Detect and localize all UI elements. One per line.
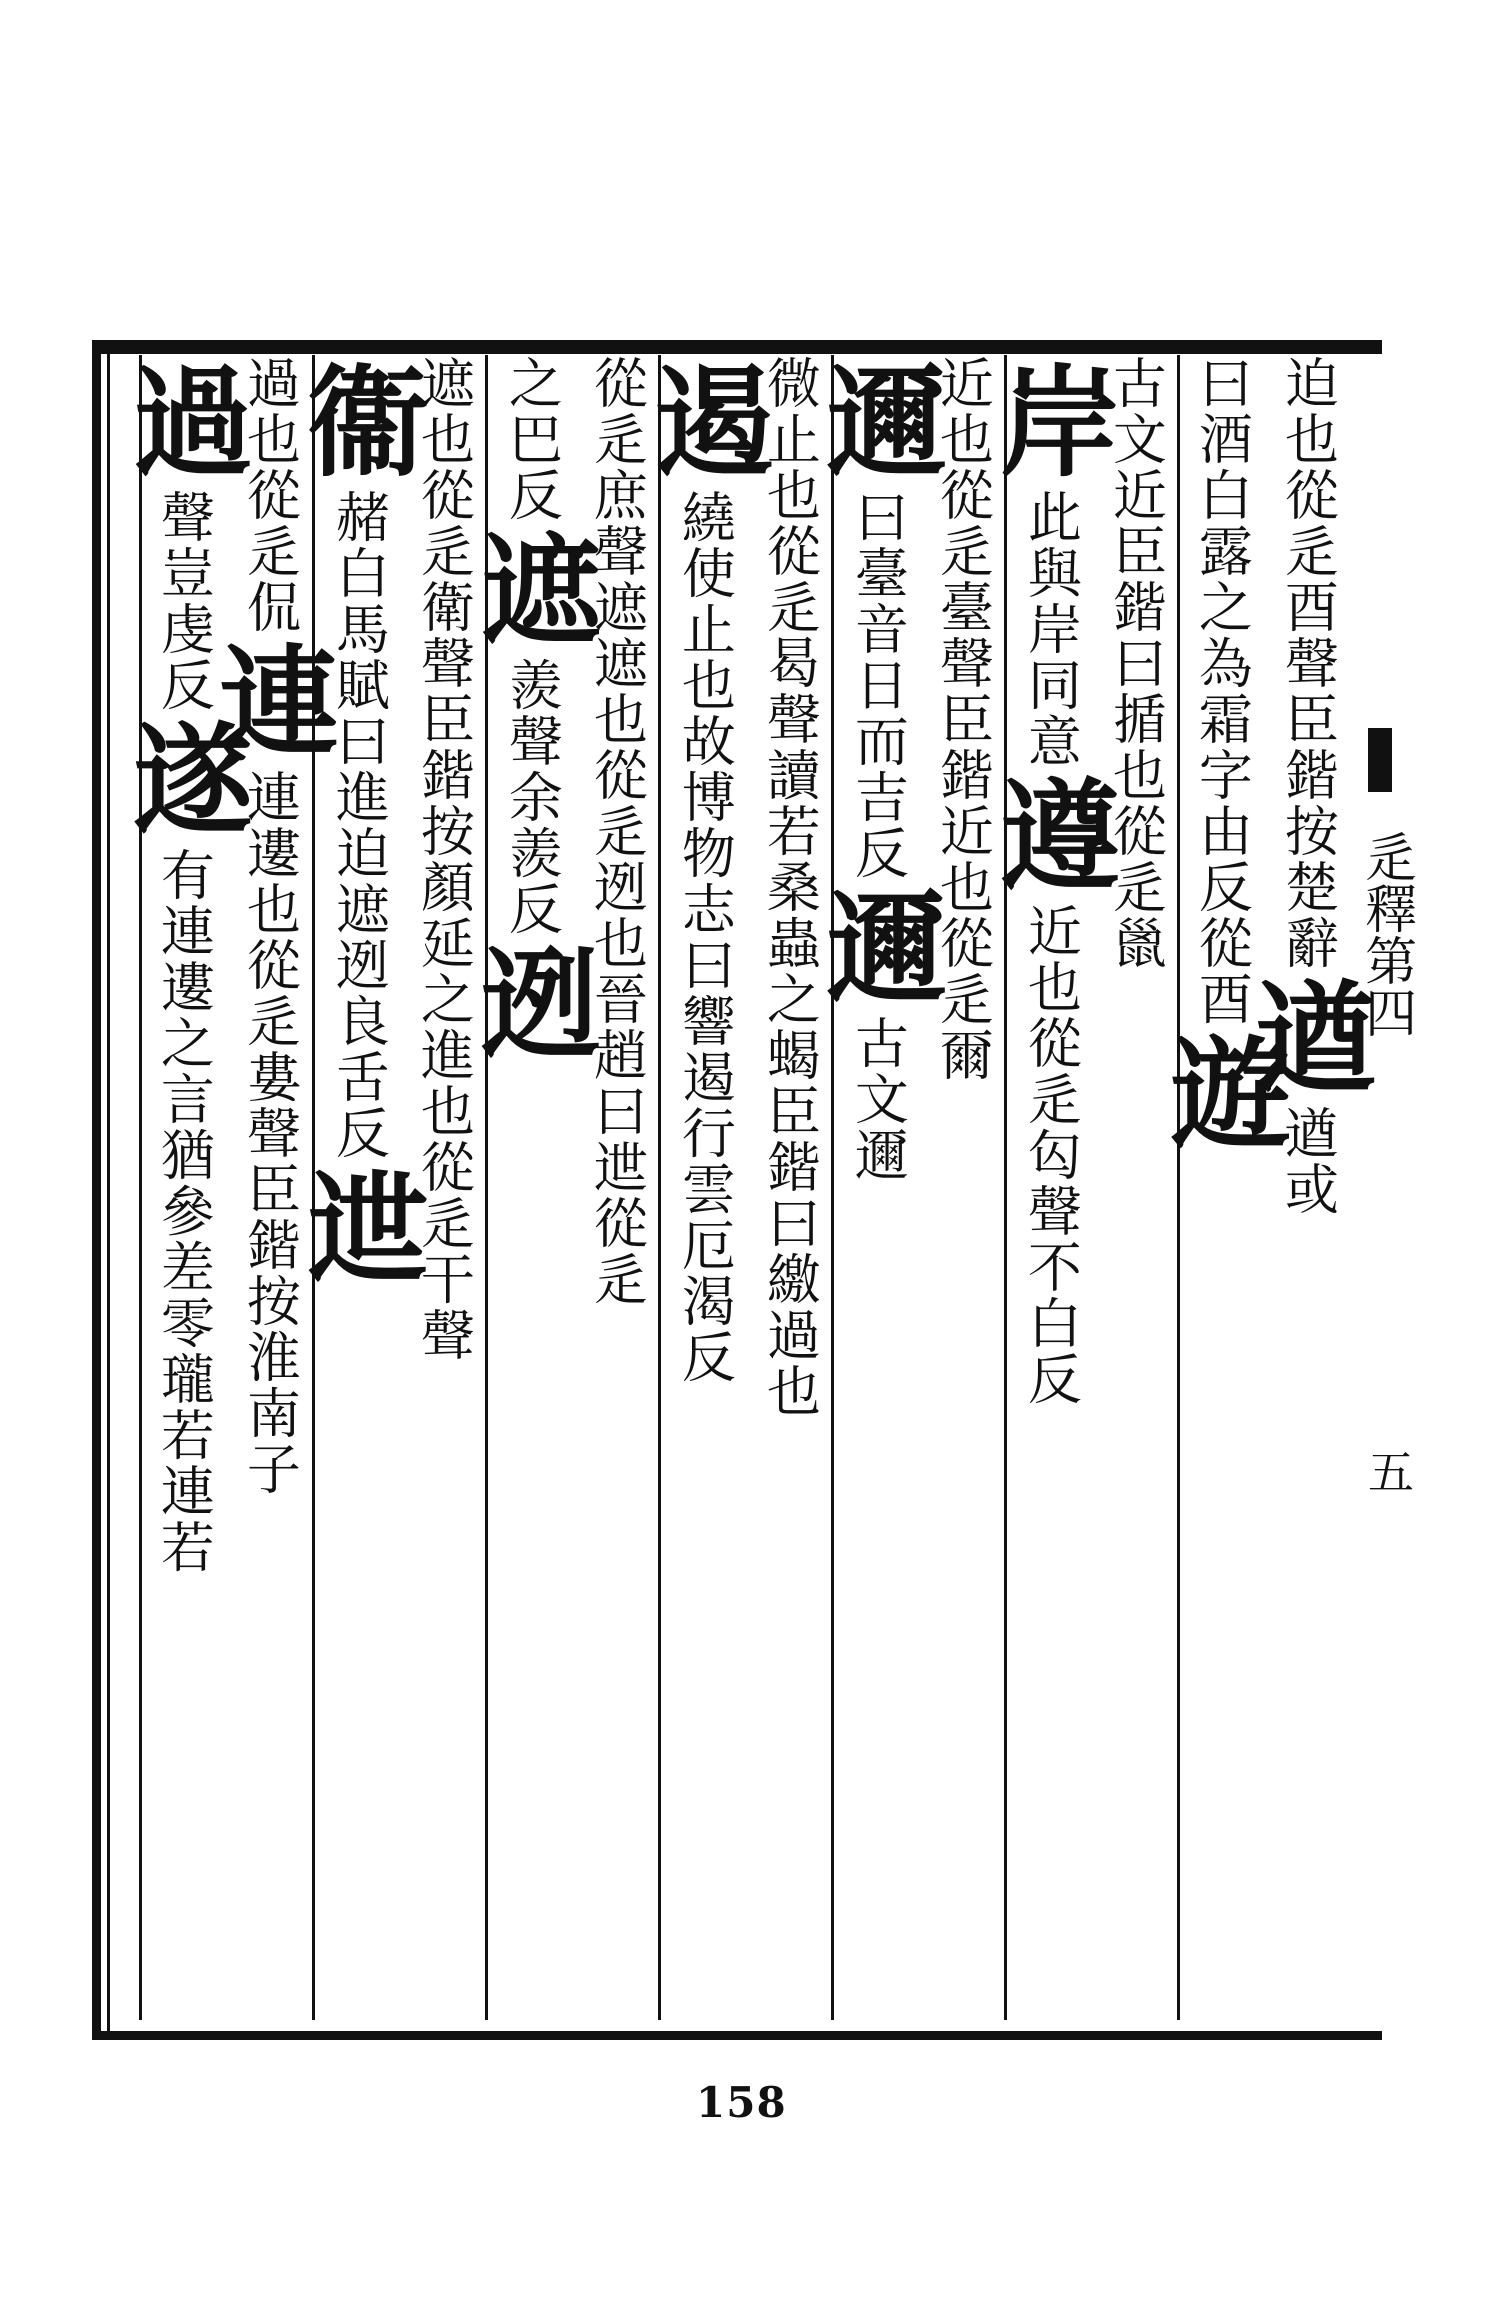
column-1-line-a: [1237, 355, 1378, 2020]
seal-glyph: 衞: [288, 359, 429, 479]
column-6-line-a: [401, 355, 485, 2020]
column-7-line-b: [113, 355, 254, 2020]
seal-glyph: 迾: [461, 941, 602, 1061]
column-text: 進也從辵干聲: [412, 1027, 476, 1363]
column-text: 從酉: [1190, 915, 1254, 1027]
column-text: 之巴反: [500, 355, 564, 523]
column-text: 有連遱之言猶參差零瓏若連若: [152, 847, 216, 1575]
column-6: [288, 355, 485, 2020]
seal-glyph: 邇: [807, 359, 948, 479]
seal-glyph: 遂: [113, 717, 254, 837]
side-tab-bar: [1368, 728, 1392, 792]
column-7: [113, 355, 340, 2020]
column-5: [461, 355, 658, 2020]
column-1: [1151, 355, 1378, 2020]
column-7-line-a: [199, 355, 340, 2020]
side-section-label: 辵釋第四: [1355, 830, 1416, 1038]
column-text: 微止也從辵曷聲讀若桑蟲之蝎臣鍇曰繳: [758, 355, 822, 1307]
column-text: 羨聲余羨反: [500, 657, 564, 937]
column-text: 曰臺音日而吉反: [846, 489, 910, 881]
column-4-line-b: [634, 355, 775, 2020]
seal-glyph: 遮: [461, 527, 602, 647]
seal-glyph: 遏: [634, 359, 775, 479]
column-text: 近也從辵爾: [931, 803, 995, 1083]
seal-glyph: 邇: [807, 885, 948, 1005]
column-5-line-b: [461, 355, 602, 2020]
seal-glyph: 遵: [980, 773, 1121, 893]
column-3: [807, 355, 1004, 2020]
column-text: 繞使止也故博物志曰響遏行雲厄渴反: [673, 489, 737, 1385]
column-4-line-a: [747, 355, 831, 2020]
column-3-line-b: [807, 355, 948, 2020]
seal-glyph: 岸: [980, 359, 1121, 479]
column-text: 從辵庶聲: [585, 355, 649, 579]
column-text: 近也從辵匃聲不白反: [1019, 903, 1083, 1407]
column-text: 迾也晉趙曰迣從辵: [585, 859, 649, 1307]
seal-glyph: 過: [113, 359, 254, 479]
seal-glyph: 遒: [1237, 975, 1378, 1095]
column-text: 過也從辵侃: [238, 355, 302, 635]
column-text: 遮也從辵衛聲臣鍇按顏延之: [412, 355, 476, 1027]
column-1-line-b: [1151, 355, 1292, 2020]
column-2-line-a: [1093, 355, 1177, 2020]
side-page-index: 五: [1361, 1448, 1415, 1494]
column-6-line-b: [288, 355, 429, 2020]
column-text: 過也: [758, 1307, 822, 1419]
column-text: 赭白馬賦曰進迫遮迾良舌反: [327, 489, 391, 1161]
column-2: [980, 355, 1177, 2020]
column-3-line-a: [920, 355, 1004, 2020]
column-text: 近也從辵臺聲臣鍇: [931, 355, 995, 803]
frame-inner-rule: [107, 354, 110, 2031]
text-columns: [113, 355, 1378, 2020]
page-number: 158: [696, 2078, 787, 2127]
column-text: 揗也從辵巤: [1104, 691, 1168, 971]
column-text: 遒或: [1276, 1105, 1340, 1217]
column-text: 古文邇: [846, 1015, 910, 1183]
column-text: 連遱也從辵婁聲臣鍇按淮南子: [238, 769, 302, 1497]
column-text: 此與岸同意: [1019, 489, 1083, 769]
column-4: [634, 355, 831, 2020]
column-text: 曰酒白露之為霜字由反: [1190, 355, 1254, 915]
seal-glyph: 遊: [1151, 1031, 1292, 1151]
column-text: 古文近臣鍇曰: [1104, 355, 1168, 691]
column-text: 遮遮也從辵: [585, 579, 649, 859]
seal-glyph: 連: [199, 639, 340, 759]
column-2-line-b: [980, 355, 1121, 2020]
column-text: 聲豈虔反: [152, 489, 216, 713]
column-5-line-a: [574, 355, 658, 2020]
seal-glyph: 迣: [288, 1165, 429, 1285]
column-text: 迫也從辵酉聲臣鍇按楚辭: [1276, 355, 1340, 971]
